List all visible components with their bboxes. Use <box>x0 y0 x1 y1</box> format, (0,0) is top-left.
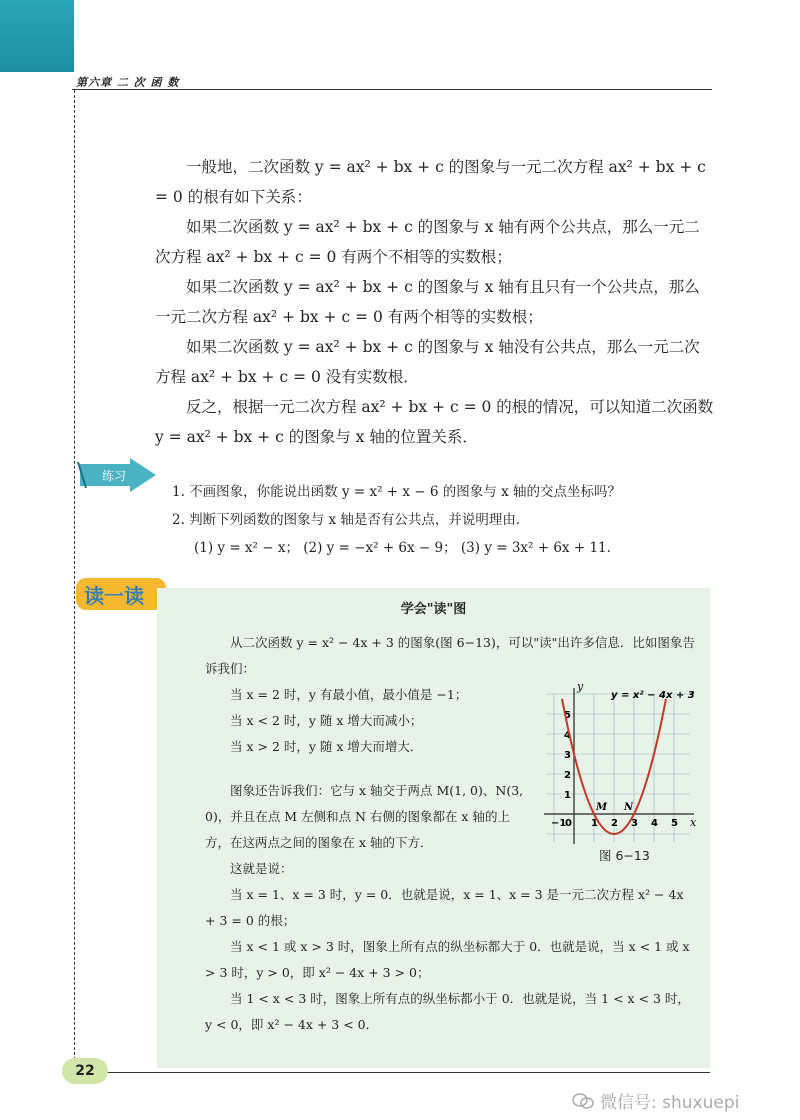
x-tick-label: 5 <box>671 818 678 829</box>
reading-badge-icon <box>76 574 170 614</box>
parabola-graph-svg <box>529 684 699 844</box>
exercise-badge <box>76 458 158 492</box>
x-tick-label: 2 <box>611 818 618 829</box>
point-m-label: M <box>596 802 608 813</box>
reading-paragraph: 当 x = 1、x = 3 时，y = 0．也就是说，x = 1、x = 3 是一元二次方程 x² − 4x + 3 = 0 的根； <box>205 887 684 928</box>
exercise-item: (1) y = x² − x； (2) y = −x² + 6x − 9； (3) y = 3x² + 6x + 11. <box>194 540 611 556</box>
reading-badge-label: 读一读 <box>84 584 144 608</box>
exercise-arrow-icon <box>76 458 158 492</box>
reading-paragraph: 图象还告诉我们：它与 x 轴交于两点 M(1, 0)、N(3, 0)，并且在点 M 左侧和点 N 右侧的图象都在 x 轴的上方，在这两点之间的图象在 x 轴的下方． <box>205 783 524 850</box>
x-tick-label: 1 <box>591 818 598 829</box>
reading-paragraph: 当 x < 1 或 x > 3 时，图象上所有点的纵坐标都大于 0．也就是说，当 x < 1 或 x > 3 时，y > 0，即 x² − 4x + 3 > 0； <box>205 939 690 980</box>
exercise-list <box>172 478 712 562</box>
corner-color-tab <box>0 0 74 72</box>
point-n-label: N <box>624 802 634 813</box>
footer-rule <box>104 1072 710 1073</box>
chapter-title: 第六章 二 次 函 数 <box>76 76 180 89</box>
reading-fact: 当 x < 2 时，y 随 x 增大而减小； <box>230 713 423 728</box>
paragraph: 如果二次函数 y = ax² + bx + c 的图象与 x 轴有两个公共点，那么一元二次方程 ax² + bx + c = 0 有两个不相等的实数根； <box>155 218 700 266</box>
paragraph: 如果二次函数 y = ax² + bx + c 的图象与 x 轴有且只有一个公共点，那么一元二次方程 ax² + bx + c = 0 有两个相等的实数根； <box>155 278 700 326</box>
y-tick-label: 1 <box>564 790 571 801</box>
x-tick-label: 4 <box>651 818 658 829</box>
y-tick-label: 5 <box>564 710 571 721</box>
y-axis-label: y <box>577 684 584 693</box>
reading-fact: 当 x = 2 时，y 有最小值，最小值是 −1； <box>230 687 468 702</box>
watermark-text: 微信号: shuxuepi <box>600 1093 740 1113</box>
paragraph: 如果二次函数 y = ax² + bx + c 的图象与 x 轴没有公共点，那么一元二次方程 ax² + bx + c = 0 没有实数根． <box>155 338 700 386</box>
reading-fact: 当 x > 2 时，y 随 x 增大而增大． <box>230 739 423 754</box>
page-number: 22 <box>62 1058 108 1084</box>
y-tick-label: 2 <box>564 770 571 781</box>
reading-paragraph: 这就是说： <box>230 861 293 876</box>
reading-paragraph: 当 1 < x < 3 时，图象上所有点的纵坐标都小于 0．也就是说，当 1 < x < 3 时，y < 0，即 x² − 4x + 3 < 0． <box>205 991 690 1032</box>
graph-equation: y = x² − 4x + 3 <box>611 690 695 701</box>
reading-badge <box>76 574 170 614</box>
reading-title: 学会"读"图 <box>400 602 467 617</box>
main-text <box>155 152 715 452</box>
exercise-item: 2. 判断下列函数的图象与 x 轴是否有公共点，并说明理由． <box>172 512 530 528</box>
y-tick-label: 4 <box>564 730 571 741</box>
watermark <box>572 1088 739 1113</box>
header-rule <box>72 89 712 90</box>
graph-caption: 图 6−13 <box>599 848 650 863</box>
reading-box <box>157 588 710 1068</box>
x-tick-label: −1 <box>551 818 567 829</box>
margin-dashed-line <box>74 90 75 1070</box>
exercise-item: 1. 不画图象，你能说出函数 y = x² + x − 6 的图象与 x 轴的交点坐标吗？ <box>172 484 621 500</box>
y-tick-label: 3 <box>564 750 571 761</box>
x-tick-label: 0 <box>565 818 572 829</box>
paragraph: 反之，根据一元二次方程 ax² + bx + c = 0 的根的情况，可以知道二次函数 y = ax² + bx + c 的图象与 x 轴的位置关系． <box>155 398 714 446</box>
reading-paragraph: 从二次函数 y = x² − 4x + 3 的图象(图 6−13)，可以"读"出许多信息．比如图象告诉我们： <box>205 635 695 676</box>
x-tick-label: 3 <box>631 818 638 829</box>
wechat-icon <box>572 1092 594 1110</box>
paragraph: 一般地，二次函数 y = ax² + bx + c 的图象与一元二次方程 ax² + bx + c = 0 的根有如下关系： <box>155 158 706 206</box>
x-axis-label: x <box>690 816 697 829</box>
exercise-badge-label: 练习 <box>102 469 127 483</box>
